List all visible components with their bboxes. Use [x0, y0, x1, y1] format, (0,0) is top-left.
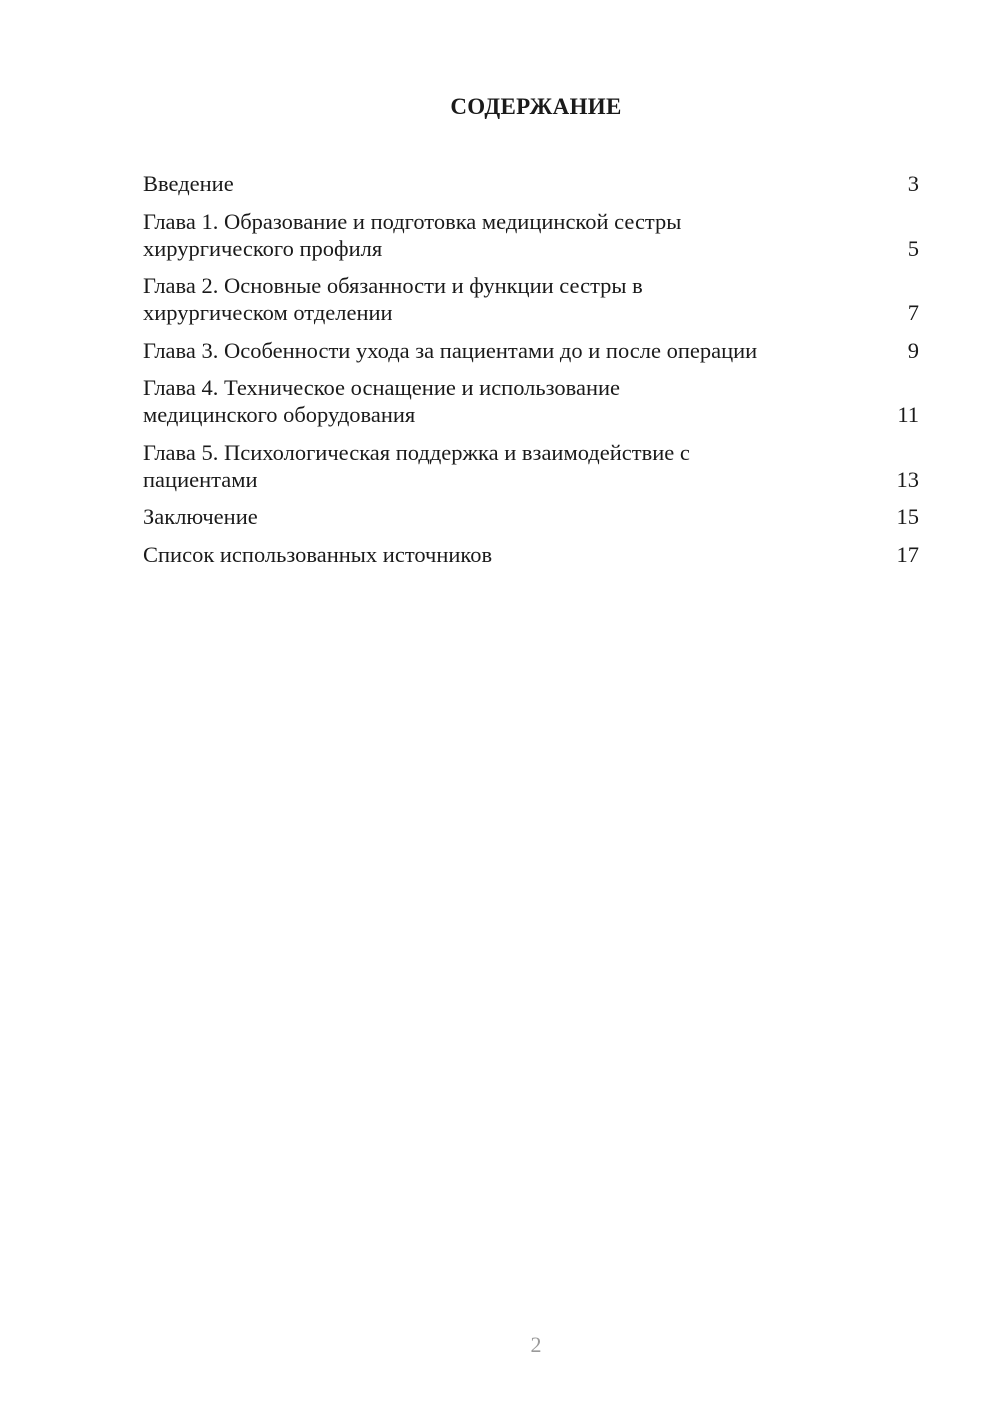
toc-entry-line: Список использованных источников [143, 541, 493, 567]
toc-entry-line: Глава 4. Техническое оснащение и использование [143, 375, 621, 400]
toc-page-number: 7 [907, 300, 919, 325]
toc-entry-line: пациентами [143, 466, 258, 492]
toc-entry-line: Глава 1. Образование и подготовка медицинской сестры [143, 208, 682, 234]
toc-entry-text [143, 439, 889, 493]
toc-entry [143, 272, 919, 326]
toc-entry-line: хирургического профиля [143, 235, 383, 261]
toc-entry-text [143, 541, 889, 568]
toc-entry-line: Введение [143, 171, 234, 196]
toc-entry-line: Глава 5. Психологическая поддержка и взаимодействие с [143, 439, 690, 465]
toc-page-number: 9 [907, 337, 919, 363]
toc-entry-line: Глава 2. Основные обязанности и функции сестры в [143, 273, 643, 298]
toc-entry-line: медицинского оборудования [143, 402, 416, 427]
page-title: СОДЕРЖАНИЕ [450, 94, 622, 119]
toc-page-number: 15 [896, 504, 919, 529]
toc-entry-line: Заключение [143, 504, 258, 529]
toc-entry-text [143, 374, 889, 428]
toc-entry-text [143, 337, 889, 364]
toc-entry [143, 337, 919, 364]
toc-page-number: 17 [896, 541, 919, 567]
toc-page-number: 5 [907, 235, 919, 261]
table-of-contents [143, 170, 919, 578]
toc-entry-text [143, 272, 889, 326]
toc-entry [143, 439, 919, 493]
toc-entry [143, 374, 919, 428]
toc-entry [143, 541, 919, 568]
toc-page-number: 13 [896, 466, 919, 492]
toc-entry [143, 503, 919, 530]
toc-entry-line: хирургическом отделении [143, 300, 393, 325]
toc-entry-text [143, 208, 889, 262]
toc-entry-text [143, 503, 889, 530]
toc-page-number: 11 [897, 402, 919, 427]
toc-entry-line: Глава 3. Особенности ухода за пациентами до и после операции [143, 337, 758, 363]
toc-page-number: 3 [907, 171, 919, 196]
toc-entry-text [143, 170, 889, 197]
toc-entry [143, 208, 919, 262]
toc-entry [143, 170, 919, 197]
page-number: 2 [530, 1332, 542, 1357]
